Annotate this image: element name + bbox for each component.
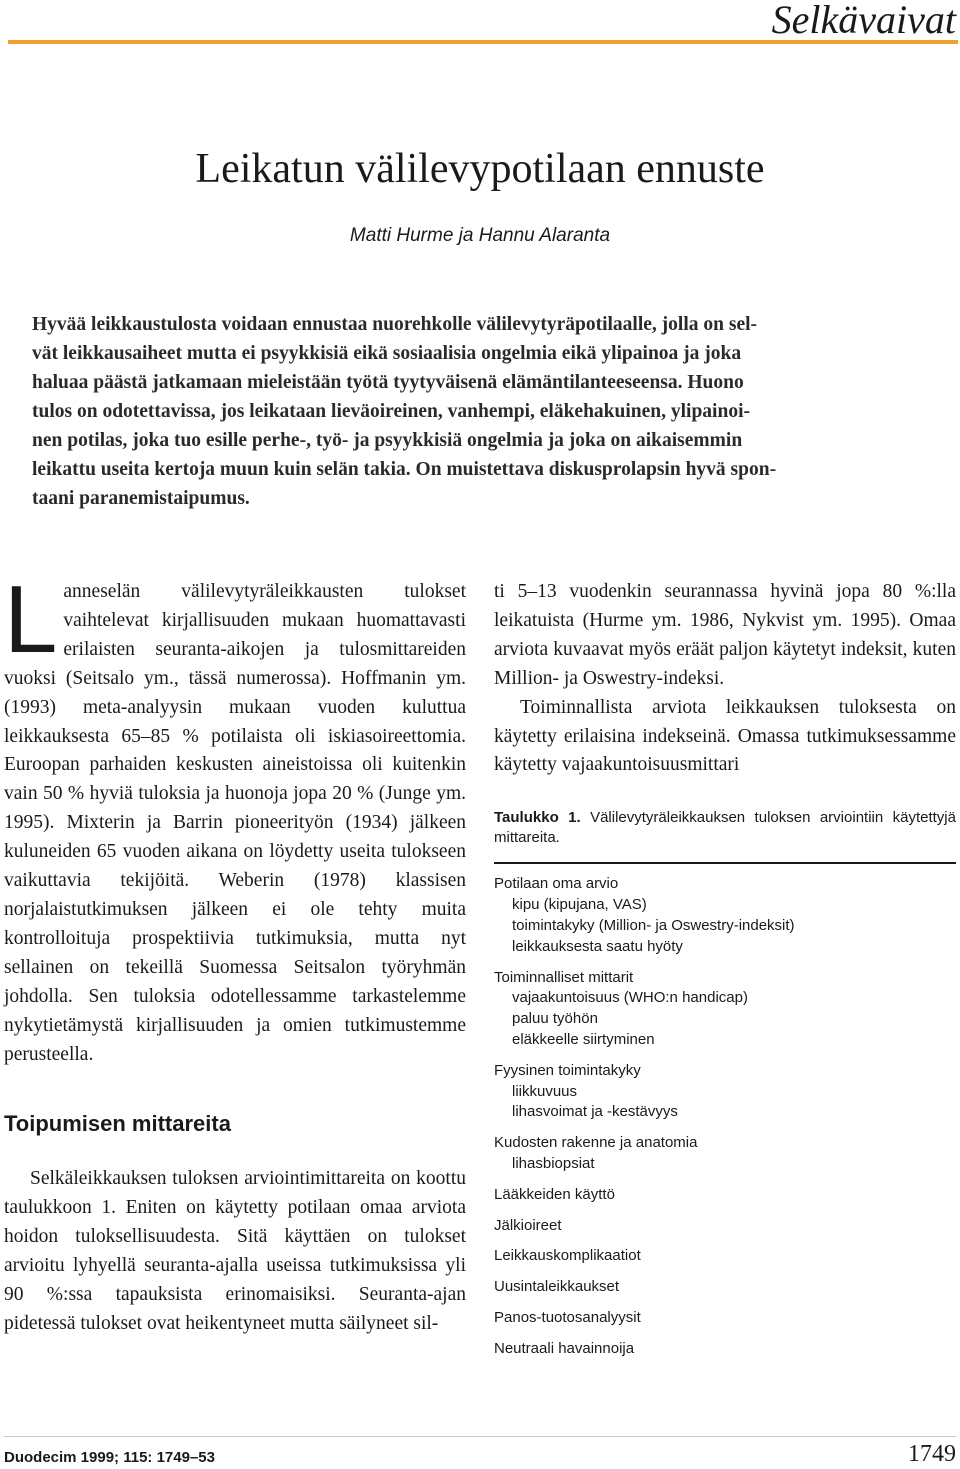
abstract-line: taani paranemistaipumus. [32,488,250,509]
table-group-item: liikkuvuus [512,1082,578,1100]
body-paragraph-text: anneselän välilevytyräleikkausten tulokset vaihtelevat kirjallisuuden mukaan huomattavasti erilaisten seuranta-aikojen ja tulosmittareiden vuoksi (Seitsalo ym., tässä numerossa). Hoffmanin ym. (1993) meta-analyysin mukaan vuoden kuluttua leikkauksesta 65–85 % potilaista oli iskiasoireettomia. Euroopan parhaiden keskusten aineistoissa oli kuitenkin vain 50 % hyviä tuloksia ja huonoja jopa 20 % (Junge ym. 1995). Mixterin ja Barrin pioneerityön (1934) jälkeen kuluneiden 65 vuoden aikana on löydetty useita tulokseen vaikuttavia tekijöitä. Weberin (1978) klassisen norjalaistutkimuksen jälkeen ei ole tehty muita kontrolloituja prospektiivia tutkimuksia, mutta nyt sellainen on tekeillä Suomessa Seitsalon työryhmän johdolla. Sen tuloksia odotellessamme tarkastelemme nykytietämystä kirjallisuuden ja omien tutkimustemme perusteella. [4,581,466,1065]
table-top-rule [494,862,956,864]
table-group-title: Jälkioireet [494,1216,562,1234]
table-group-item: lihasbiopsiat [512,1154,595,1172]
body-paragraph: Toiminnallista arviota leikkauksen tuloksesta on käytetty erilaisina indekseinä. Omassa tutkimuksessamme käytetty vajaakuntoisuusmittari [494,696,956,776]
footer-citation: Duodecim 1999; 115: 1749–53 [4,1449,215,1466]
table-group [494,1185,956,1206]
body-paragraph [4,566,466,1069]
table-list [494,874,956,1359]
abstract-line: nen potilas, joka tuo esille perhe-, työ- ja psyykkisiä ongelmia ja joka on aikaisemmin [32,430,743,451]
table-group [494,1246,956,1267]
table-group [494,1061,956,1123]
footer-rule [4,1436,956,1437]
table-group-title: Panos-tuotosanalyysit [494,1308,641,1326]
table-group [494,1216,956,1237]
table-group-item: lihasvoimat ja -kestävyys [512,1103,678,1121]
abstract-line: tulos on odotettavissa, jos leikataan lieväoireinen, vanhempi, eläkehakuinen, ylipainoi- [32,401,750,422]
table-group [494,1339,956,1360]
table-group-item: kipu (kipujana, VAS) [512,896,647,914]
table-caption [494,808,956,848]
table-group [494,1133,956,1175]
table-group [494,1308,956,1329]
table-group-item: vajaakuntoisuus (WHO:n handicap) [512,989,748,1007]
article-authors: Matti Hurme ja Hannu Alaranta [349,225,611,246]
body-paragraph: Selkäleikkauksen tuloksen arviointimittareita on koottu taulukkoon 1. Eniten on käytetty potilaan omaa arviota hoidon tuloksellisuudesta. Sitä käyttäen on tulokset arvioitu lyhyellä seuranta-ajalla useissa tutkimuksissa yli 90 %:ssa tapauksista erinomaisiksi. Seuranta-ajan pidetessä tulokset ovat heikentyneet mutta säilyneet sil- [4,1168,466,1334]
table-group [494,874,956,957]
table-group-item: paluu työhön [512,1010,598,1028]
table-group [494,1277,956,1298]
body-column-left [4,566,466,1339]
article-title: Leikatun välilevypotilaan ennuste [195,146,765,192]
abstract-line: Hyvää leikkaustulosta voidaan ennustaa nuorehkolle välilevytyräpotilaalle, jolla on sel- [32,314,758,335]
table-group-title: Lääkkeiden käyttö [494,1185,615,1203]
page-number: 1749 [908,1441,956,1467]
table-group-item: eläkkeelle siirtyminen [512,1030,655,1048]
body-paragraph: ti 5–13 vuodenkin seurannassa hyvinä jopa 80 %:lla leikatuista (Hurme ym. 1986, Nykvist ym. 1995). Omaa arviota kuvaavat myös eräät paljon käytetyt indeksit, kuten Million- ja Oswestry-indeksi. [494,581,956,689]
table-group-item: toimintakyky (Million- ja Oswestry-indeksit) [512,916,795,934]
body-column-right [494,578,956,1369]
abstract-line: haluaa päästä jatkamaan mieleistään työtä tyytyväisenä elämäntilanteeseensa. Huono [32,372,744,393]
table-group-title: Fyysinen toimintakyky [494,1061,641,1079]
abstract-line: vät leikkausaiheet mutta ei psyykkisiä eikä sosiaalisia ongelmia eikä ylipainoa ja joka [32,343,742,364]
table-group-title: Uusintaleikkaukset [494,1278,620,1296]
table-group-item: leikkauksesta saatu hyöty [512,937,683,955]
table-group-title: Kudosten rakenne ja anatomia [494,1134,698,1152]
table-group-title: Leikkauskomplikaatiot [494,1247,641,1265]
table-group-title: Toiminnalliset mittarit [494,968,634,986]
abstract [32,310,928,513]
abstract-line: leikattu useita kertoja muun kuin selän takia. On muistettava diskusprolapsin hyvä spon- [32,459,777,480]
table-group-title: Potilaan oma arvio [494,875,619,893]
table-label: Taulukko 1. [494,809,581,827]
table-group [494,968,956,1051]
table-group-title: Neutraali havainnoija [494,1339,635,1357]
section-label: Selkävaivat [771,0,956,42]
section-heading: Toipumisen mittareita [4,1111,231,1137]
drop-cap: L [4,566,58,673]
table-caption-text: Välilevytyräleikkauksen tuloksen arviointiin käytettyjä mittareita. [494,809,956,847]
